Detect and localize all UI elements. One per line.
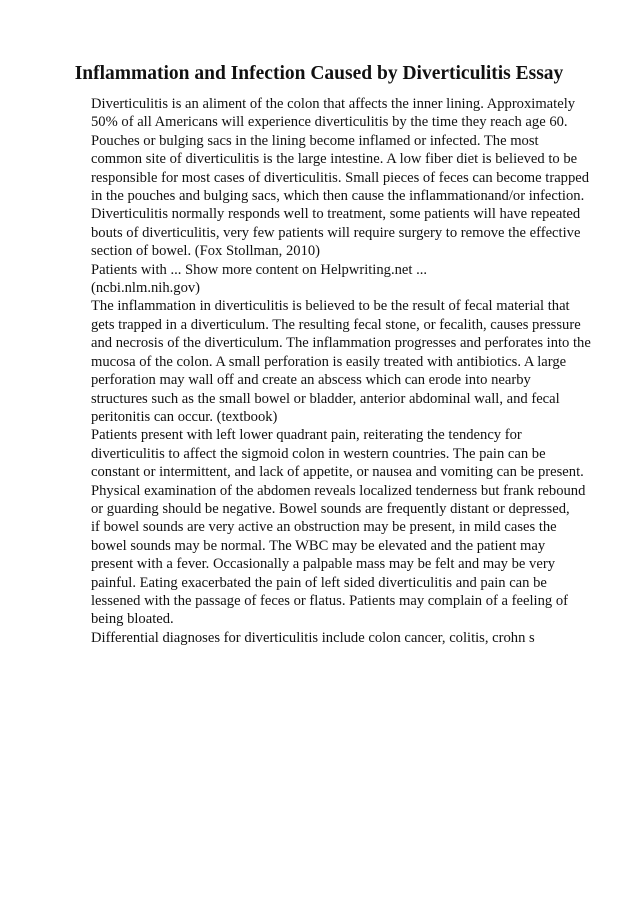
body-line: constant or intermittent, and lack of appetite, or nausea and vomiting can be present. <box>91 464 584 481</box>
body-line: Physical examination of the abdomen reveals localized tenderness but frank rebound <box>91 482 586 499</box>
body-line: Patients present with left lower quadrant pain, reiterating the tendency for <box>91 427 522 444</box>
body-line: Diverticulitis normally responds well to treatment, some patients will have repeated <box>91 206 581 223</box>
body-line: Differential diagnoses for diverticulitis include colon cancer, colitis, crohn s <box>91 629 535 646</box>
body-line: common site of diverticulitis is the large intestine. A low fiber diet is believed to be <box>91 151 578 168</box>
body-line: Pouches or bulging sacs in the lining become inflamed or infected. The most <box>91 132 539 149</box>
body-line: Patients with ... Show more content on Helpwriting.net ... <box>91 261 428 278</box>
body-line: 50% of all Americans will experience diverticulitis by the time they reach age 60. <box>91 114 568 131</box>
body-line: in the pouches and bulging sacs, which then cause the inflammationand/or infection. <box>91 188 585 205</box>
body-line: lessened with the passage of feces or flatus. Patients may complain of a feeling of <box>91 592 568 609</box>
body-line: Diverticulitis is an aliment of the colon that affects the inner lining. Approximately <box>91 96 576 112</box>
body-line: diverticulitis to affect the sigmoid colon in western countries. The pain can be <box>91 445 546 462</box>
body-line: responsible for most cases of diverticulitis. Small pieces of feces can become trapped <box>91 169 590 186</box>
document-body <box>91 95 591 647</box>
body-line: bowel sounds may be normal. The WBC may be elevated and the patient may <box>91 537 546 554</box>
body-line: section of bowel. (Fox Stollman, 2010) <box>91 243 321 260</box>
body-line: The inflammation in diverticulitis is believed to be the result of fecal material that <box>91 298 570 315</box>
body-line: bouts of diverticulitis, very few patients will require surgery to remove the effective <box>91 224 581 241</box>
body-line: (ncbi.nlm.nih.gov) <box>91 280 201 297</box>
body-line: and necrosis of the diverticulum. The inflammation progresses and perforates into the <box>91 335 591 352</box>
body-line: structures such as the small bowel or bladder, anterior abdominal wall, and fecal <box>91 390 560 407</box>
body-line: mucosa of the colon. A small perforation is easily treated with antibiotics. A large <box>91 353 567 370</box>
body-line: or guarding should be negative. Bowel sounds are frequently distant or depressed, <box>91 500 570 517</box>
body-line: peritonitis can occur. (textbook) <box>91 408 278 425</box>
body-line: painful. Eating exacerbated the pain of left sided diverticulitis and pain can be <box>91 574 547 591</box>
body-line: present with a fever. Occasionally a palpable mass may be felt and may be very <box>91 556 555 573</box>
document-title: Inflammation and Infection Caused by Diverticulitis Essay <box>74 63 564 84</box>
body-line: if bowel sounds are very active an obstruction may be present, in mild cases the <box>91 519 557 536</box>
body-line: being bloated. <box>91 611 174 628</box>
body-line: gets trapped in a diverticulum. The resulting fecal stone, or fecalith, causes pressure <box>91 316 581 333</box>
body-line: perforation may wall off and create an abscess which can erode into nearby <box>91 372 531 389</box>
